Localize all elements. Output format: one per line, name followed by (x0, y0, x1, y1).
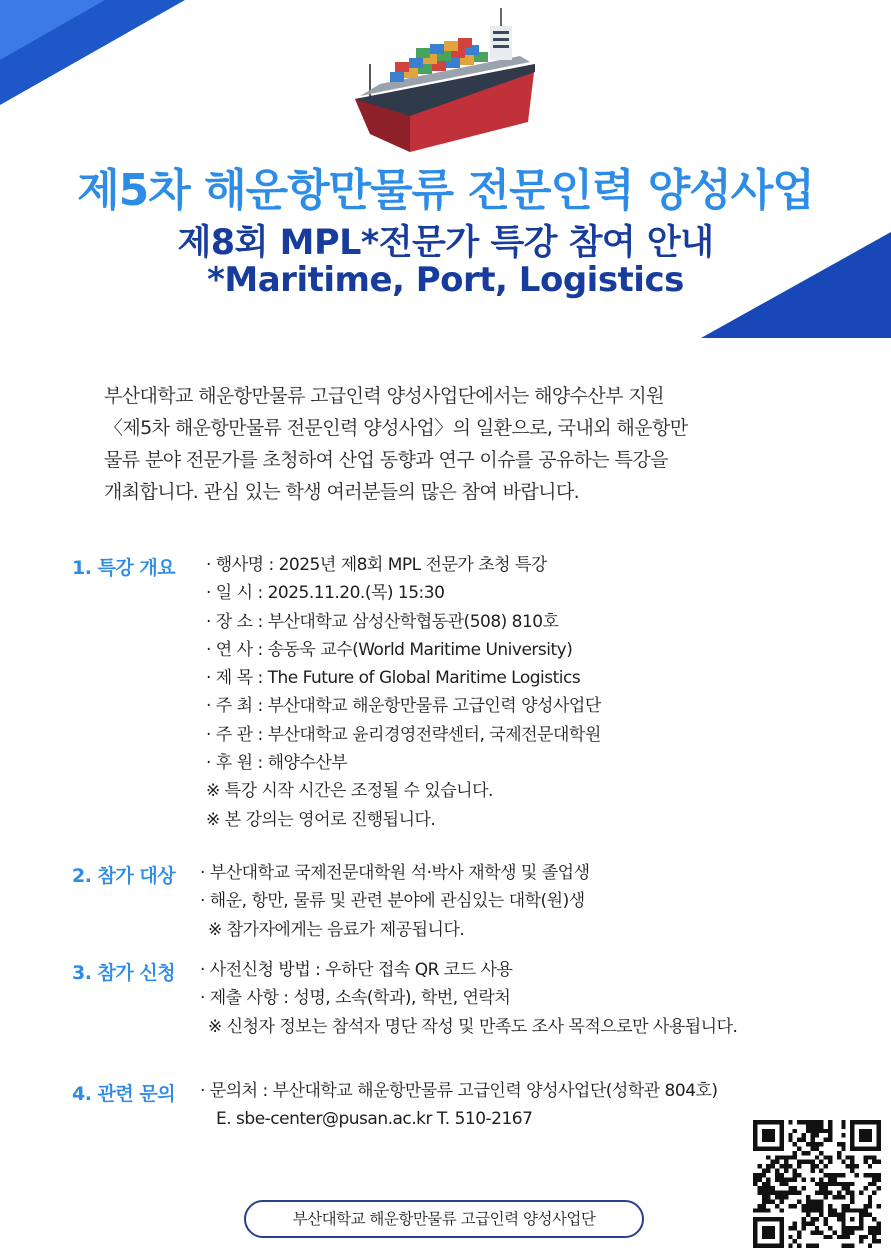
overview-note: ※ 본 강의는 영어로 진행됩니다. (206, 809, 436, 830)
section-heading-contact: 4. 관련 문의 (72, 1083, 176, 1105)
intro-line: 개최합니다. 관심 있는 학생 여러분들의 많은 참여 바랍니다. (104, 481, 580, 503)
application-method: · 사전신청 방법 : 우하단 접속 QR 코드 사용 (200, 960, 513, 980)
intro-paragraph (104, 380, 804, 508)
eligibility-note: ※ 참가자에게는 음료가 제공됩니다. (208, 919, 465, 940)
overview-note: ※ 특강 시작 시간은 조정될 수 있습니다. (206, 781, 493, 802)
section-body-contact (200, 1077, 718, 1134)
organizer-badge: 부산대학교 해운항만물류 고급인력 양성사업단 (244, 1200, 644, 1238)
eligibility-line: · 부산대학교 국제전문대학원 석·박사 재학생 및 졸업생 (200, 863, 590, 883)
contact-email-phone[interactable]: E. sbe-center@pusan.ac.kr T. 510-2167 (216, 1109, 533, 1130)
application-note: ※ 신청자 정보는 참석자 명단 작성 및 만족도 조사 목적으로만 사용됩니다. (208, 1016, 738, 1037)
overview-host: · 주 최 : 부산대학교 해운항만물류 고급인력 양성사업단 (206, 696, 601, 717)
section-body-application (200, 956, 737, 1041)
eligibility-line: · 해운, 항만, 물류 및 관련 분야에 관심있는 대학(원)생 (200, 891, 585, 912)
intro-line: 물류 분야 전문가를 초청하여 산업 동향과 연구 이슈를 공유하는 특강을 (104, 449, 668, 471)
section-body-overview (206, 551, 601, 834)
corner-decoration-top-left-accent (0, 0, 105, 60)
section-heading-application: 3. 참가 신청 (72, 962, 176, 984)
overview-sponsor: · 후 원 : 해양수산부 (206, 753, 348, 774)
overview-speaker: · 연 사 : 송동욱 교수(World Maritime University) (206, 639, 573, 660)
section-heading-eligibility: 2. 참가 대상 (72, 865, 176, 887)
contact-office: · 문의처 : 부산대학교 해운항만물류 고급인력 양성사업단(성학관 804호) (200, 1081, 718, 1101)
main-title: 제5차 해운항만물류 전문인력 양성사업 (77, 165, 814, 216)
overview-venue: · 장 소 : 부산대학교 삼성산학협동관(508) 810호 (206, 611, 559, 632)
container-ship-image (350, 4, 540, 154)
intro-line: 부산대학교 해운항만물류 고급인력 양성사업단에서는 해양수산부 지원 (104, 385, 664, 407)
application-fields: · 제출 사항 : 성명, 소속(학과), 학번, 연락처 (200, 988, 511, 1009)
section-heading-overview: 1. 특강 개요 (72, 557, 176, 579)
intro-line: 〈제5차 해운항만물류 전문인력 양성사업〉의 일환으로, 국내외 해운항만 (104, 417, 688, 439)
overview-date: · 일 시 : 2025.11.20.(목) 15:30 (206, 583, 445, 604)
section-body-eligibility (200, 859, 590, 944)
qr-code-image[interactable] (753, 1120, 881, 1248)
subtitle-footnote: *Maritime, Port, Logistics (207, 260, 684, 300)
subtitle: 제8회 MPL*전문가 특강 참여 안내 (177, 223, 714, 263)
overview-event-name: · 행사명 : 2025년 제8회 MPL 전문가 초청 특강 (206, 555, 547, 575)
overview-topic: · 제 목 : The Future of Global Maritime Logistics (206, 668, 581, 689)
overview-organizer: · 주 관 : 부산대학교 윤리경영전략센터, 국제전문대학원 (206, 724, 601, 745)
